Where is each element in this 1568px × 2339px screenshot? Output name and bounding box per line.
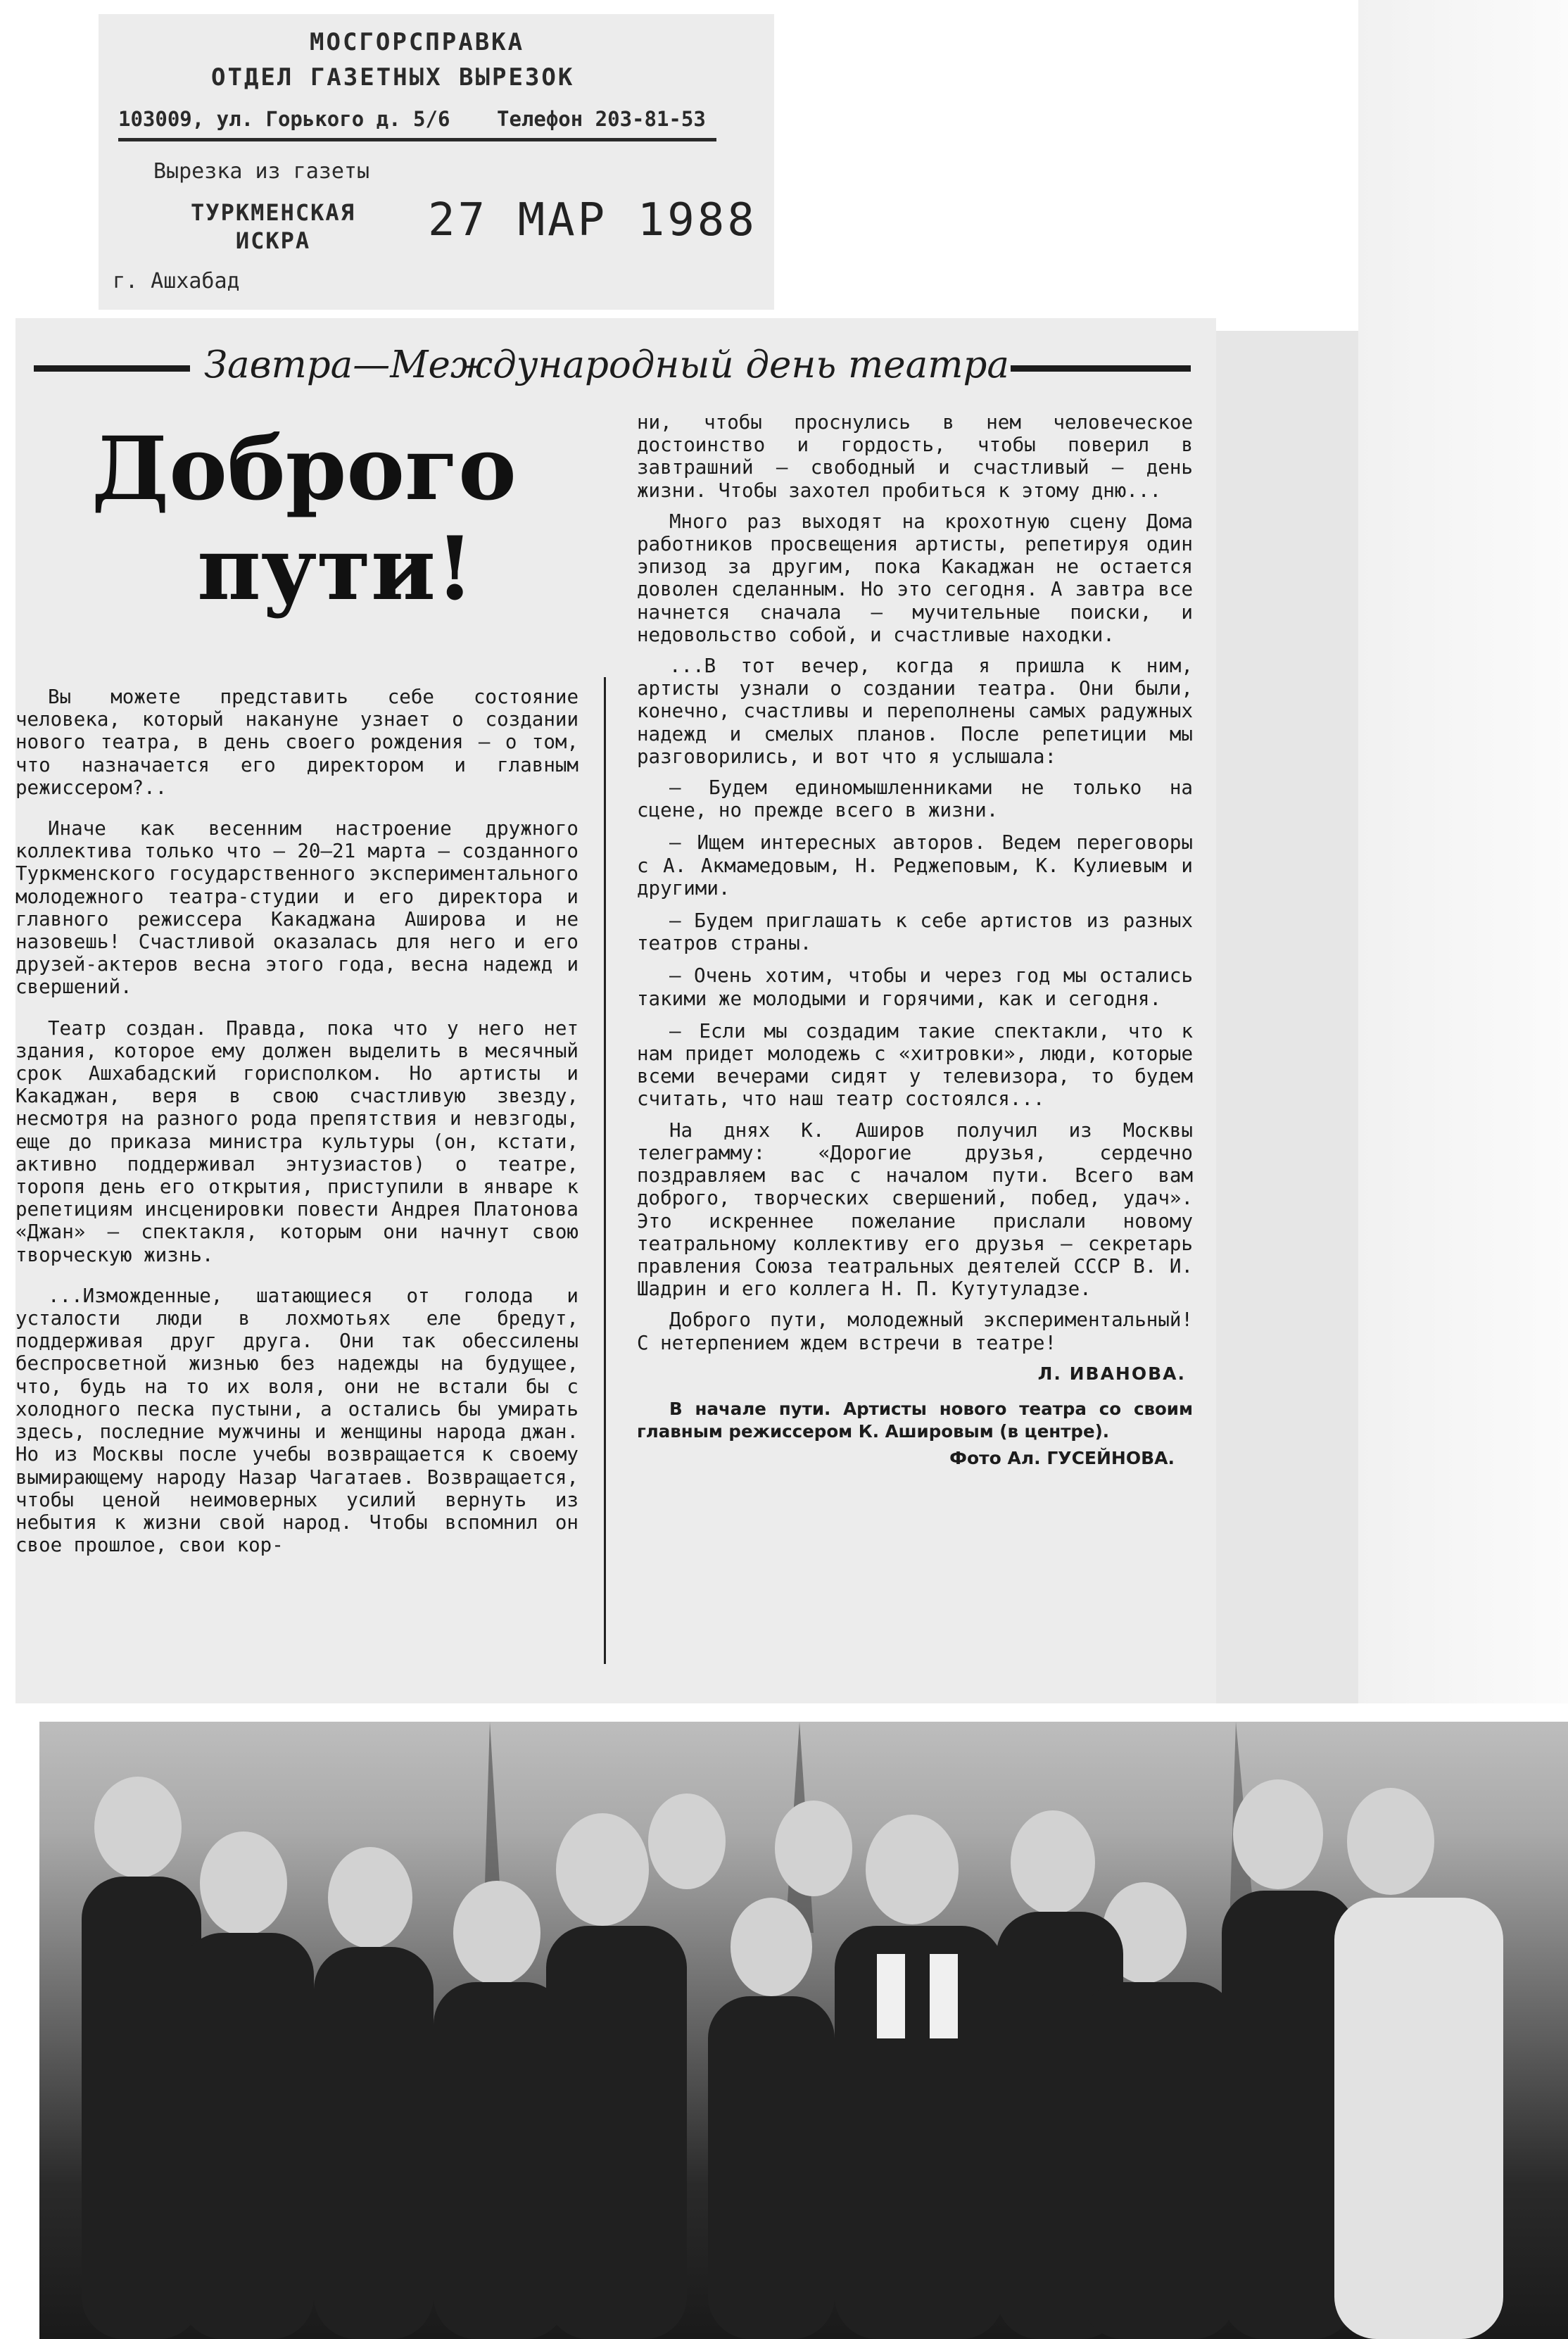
photo-caption: В начале пути. Артисты нового театра со своим главным режиссером К. Ашировым (в центре). (637, 1398, 1193, 1442)
stamp-organization: МОСГОРСПРАВКА (310, 28, 525, 56)
quote-paragraph: — Будем единомышленниками не только на сцене, но прежде всего в жизни. (637, 776, 1193, 822)
paragraph: Доброго пути, молодежный экспериментальный! С нетерпением ждем встречи в театре! (637, 1309, 1193, 1354)
stamp-label: Вырезка из газеты (153, 159, 370, 184)
clipping-right-strip (1216, 331, 1358, 1703)
stamp-city: г. Ашхабад (113, 269, 240, 294)
stamp-divider (118, 138, 716, 141)
group-photo (39, 1722, 1568, 2339)
quote-paragraph: — Если мы создадим такие спектакли, что к нам придет молодежь с «хитровки», люди, которые всеми вечерами сидят у телевизора, то будем считать, что наш театр состоялся... (637, 1019, 1193, 1111)
author-signature: Л. ИВАНОВА. (1037, 1363, 1186, 1384)
photo-credit: Фото Ал. ГУСЕЙНОВА. (949, 1447, 1175, 1468)
rubric-rule-right (1011, 365, 1191, 372)
paragraph: Много раз выходят на крохотную сцену Дома работников просвещения артисты, репетируя один эпизод за другим, пока Какаджан не остается доволен сделанным. Но это сегодня. А завтра все начнется сначала — мучительные поиски, и недовольство собой, и счастливые находки. (637, 510, 1193, 646)
stamp-department: ОТДЕЛ ГАЗЕТНЫХ ВЫРЕЗОК (211, 63, 575, 92)
article-column-2 (637, 411, 1193, 1470)
stamp-newspaper-name: ТУРКМЕНСКАЯ ИСКРА (191, 199, 355, 254)
paragraph: Вы можете представить себе состояние человека, который накануне узнает о создании нового театра, в день своего рождения — о том, что назначается его директором и главным режиссером?.. (15, 686, 578, 799)
headline (91, 420, 542, 619)
stamp-phone: Телефон 203-81-53 (497, 107, 706, 131)
stamp-address: 103009, ул. Горького д. 5/6 (118, 107, 450, 131)
quote-paragraph: — Очень хотим, чтобы и через год мы остались такими же молодыми и горячими, как и сегодня. (637, 964, 1193, 1010)
quote-paragraph: — Ищем интересных авторов. Ведем переговоры с А. Акмамедовым, Н. Реджеповым, К. Кулиевым и другими. (637, 831, 1193, 900)
rubric: Завтра—Международный день театра (204, 343, 1010, 386)
paragraph: Театр создан. Правда, пока что у него нет здания, которое ему должен выделить в месячный срок Ашхабадский горисполком. Но артисты и Какаджан, веря в свою счастливую звезду, несмотря на разного рода препятствия и невзгоды, еще до приказа министра культуры (он, кстати, активно поддерживал энтузиастов) о театре, торопя день его открытия, приступили в январе к репетициям инсценировки повести Андрея Платонова «Джан» — спектакля, которым они начнут свою творческую жизнь. (15, 1016, 578, 1266)
article-column-1 (15, 686, 578, 1575)
paragraph: На днях К. Аширов получил из Москвы телеграмму: «Дорогие друзья, сердечно поздравляем вас с началом пути. Всего вам доброго, творческих свершений, побед, удач». Это искреннее пожелание прислали новому театральному коллективу его друзья — секретарь правления Союза театральных деятелей СССР В. И. Шадрин и его коллега Н. П. Кутутуладзе. (637, 1118, 1193, 1301)
paragraph: Иначе как весенним настроение дружного коллектива только что — 20—21 марта — созданного Туркменского государственного экспериментального молодежного театра-студии и его директора и главного режиссера Какаджана Аширова и не назовешь! Счастливой оказалась для него и его друзей-актеров весна этого года, весна надежд и свершений. (15, 817, 578, 999)
stamp-date: 27 МАР 1988 (428, 194, 757, 246)
paragraph: ...В тот вечер, когда я пришла к ним, артисты узнали о создании театра. Они были, конечно, счастливы и переполнены самых радужных надежд и смелых планов. После репетиции мы разговорились, и вот что я услышала: (637, 655, 1193, 768)
photo-figures (39, 1722, 1568, 2339)
paragraph: ...Изможденные, шатающиеся от голода и усталости люди в лохмотьях еле бредут, поддерживая друг друга. Они так обессилены беспросветной жизнью без надежды на будущее, что, будь на то их воля, они не встали бы с холодного песка пустыни, а остались бы умирать здесь, последние мужчины и женщины народа джан. Но из Москвы после учебы возвращается к своему вымирающему народу Назар Чагатаев. Возвращается, чтобы ценой неимоверных усилий вернуть из небытия к жизни свой народ. Чтобы вспомнил он свое прошлое, свои кор- (15, 1284, 578, 1557)
quote-paragraph: — Будем приглашать к себе артистов из разных театров страны. (637, 909, 1193, 955)
paragraph: ни, чтобы проснулись в нем человеческое достоинство и гордость, чтобы поверил в завтрашний — свободный и счастливый — день жизни. Чтобы захотел пробиться к этому дню... (637, 411, 1193, 502)
scan-background (1358, 0, 1568, 1703)
headline-line-1: Доброго (91, 418, 517, 520)
headline-line-2: пути! (197, 518, 474, 620)
rubric-rule-left (34, 365, 190, 372)
column-divider (604, 677, 606, 1664)
